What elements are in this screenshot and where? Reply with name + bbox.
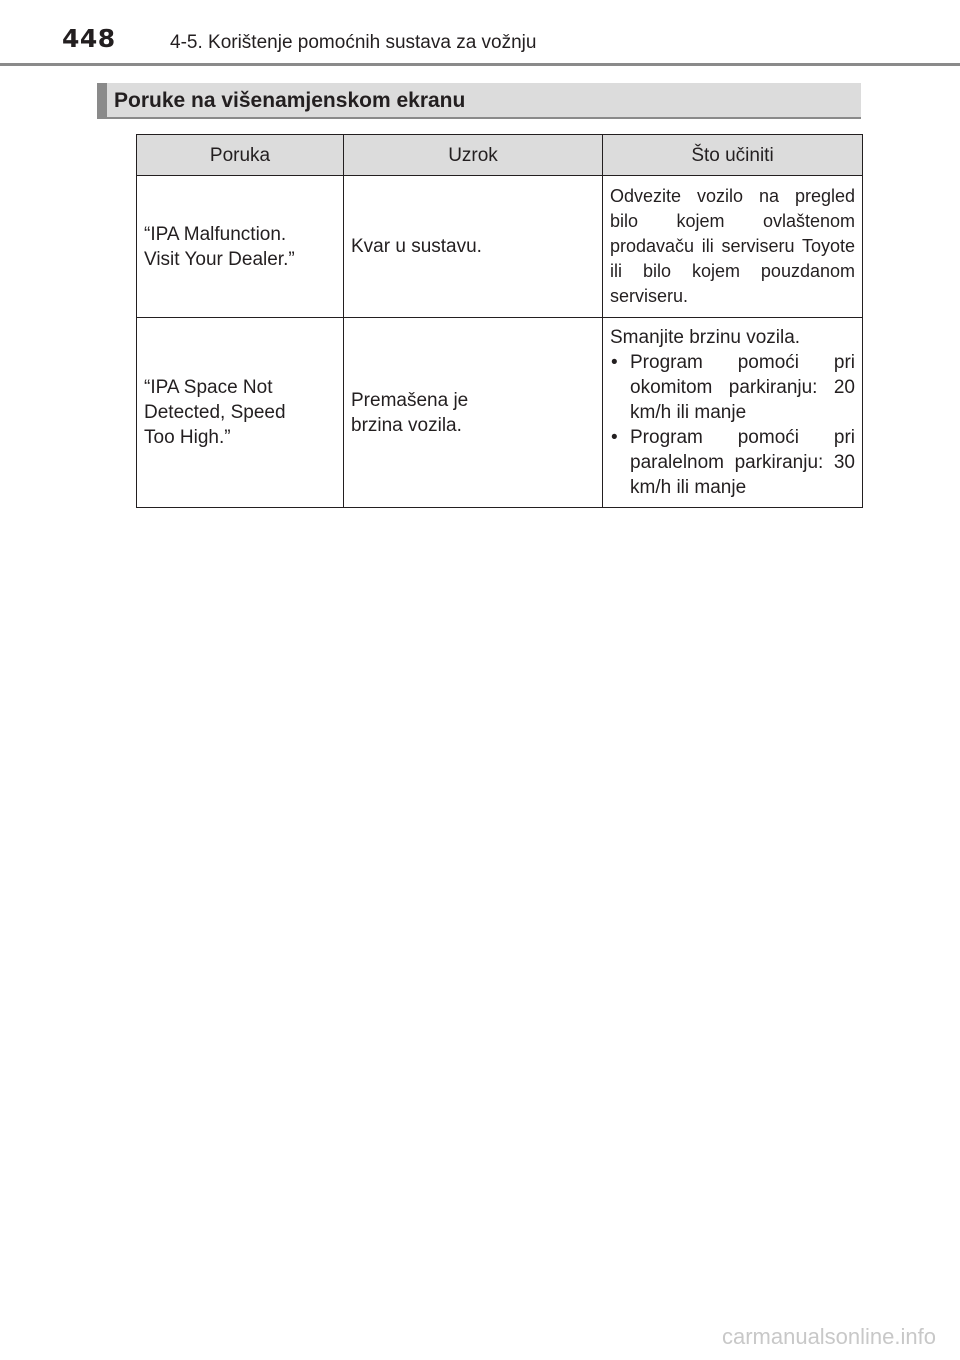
table-row (137, 318, 863, 508)
page-header (0, 0, 960, 64)
action-bullet-text: Program pomoći pri okomitom parkiranju: 20 km/h ili manje (630, 352, 855, 423)
chapter-title: 4-5. Korištenje pomoćnih sustava za vožnju (170, 32, 537, 53)
table-row (137, 176, 863, 318)
bullet-icon: • (611, 352, 618, 373)
bullet-icon: • (611, 427, 618, 448)
action-cell (603, 318, 863, 508)
cause-cell (344, 176, 603, 318)
message-cell (137, 318, 344, 508)
message-text: “IPA Space Not Detected, Speed Too High.” (144, 377, 286, 448)
table-header-row (137, 135, 863, 176)
column-header-action: Što učiniti (603, 135, 863, 176)
cause-text: Kvar u sustavu. (351, 236, 482, 257)
page-number: 448 (62, 24, 116, 53)
section-heading-accent (97, 83, 107, 117)
footer-watermark: carmanualsonline.info (721, 1324, 936, 1349)
action-bullet-item (610, 425, 855, 500)
section-heading: Poruke na višenamjenskom ekranu (114, 89, 466, 112)
action-bullet-item (610, 350, 855, 425)
cause-text: Premašena je brzina vozila. (351, 389, 469, 436)
column-header-cause: Uzrok (344, 135, 603, 176)
action-bullet-list (610, 350, 855, 500)
messages-table (136, 134, 863, 508)
action-text: Odvezite vozilo na pregled bilo kojem ovlaštenom prodavaču ili serviseru Toyote ili bilo kojem pouzdanom serviseru. (610, 186, 855, 306)
column-header-message: Poruka (137, 135, 344, 176)
action-cell (603, 176, 863, 318)
action-intro-text: Smanjite brzinu vozila. (610, 327, 801, 348)
section-heading-bar (97, 83, 861, 119)
header-divider (0, 63, 960, 66)
message-text: “IPA Malfunction. Visit Your Dealer.” (144, 223, 295, 270)
message-cell (137, 176, 344, 318)
action-bullet-text: Program pomoći pri paralelnom parkiranju: 30 km/h ili manje (630, 427, 855, 498)
cause-cell (344, 318, 603, 508)
